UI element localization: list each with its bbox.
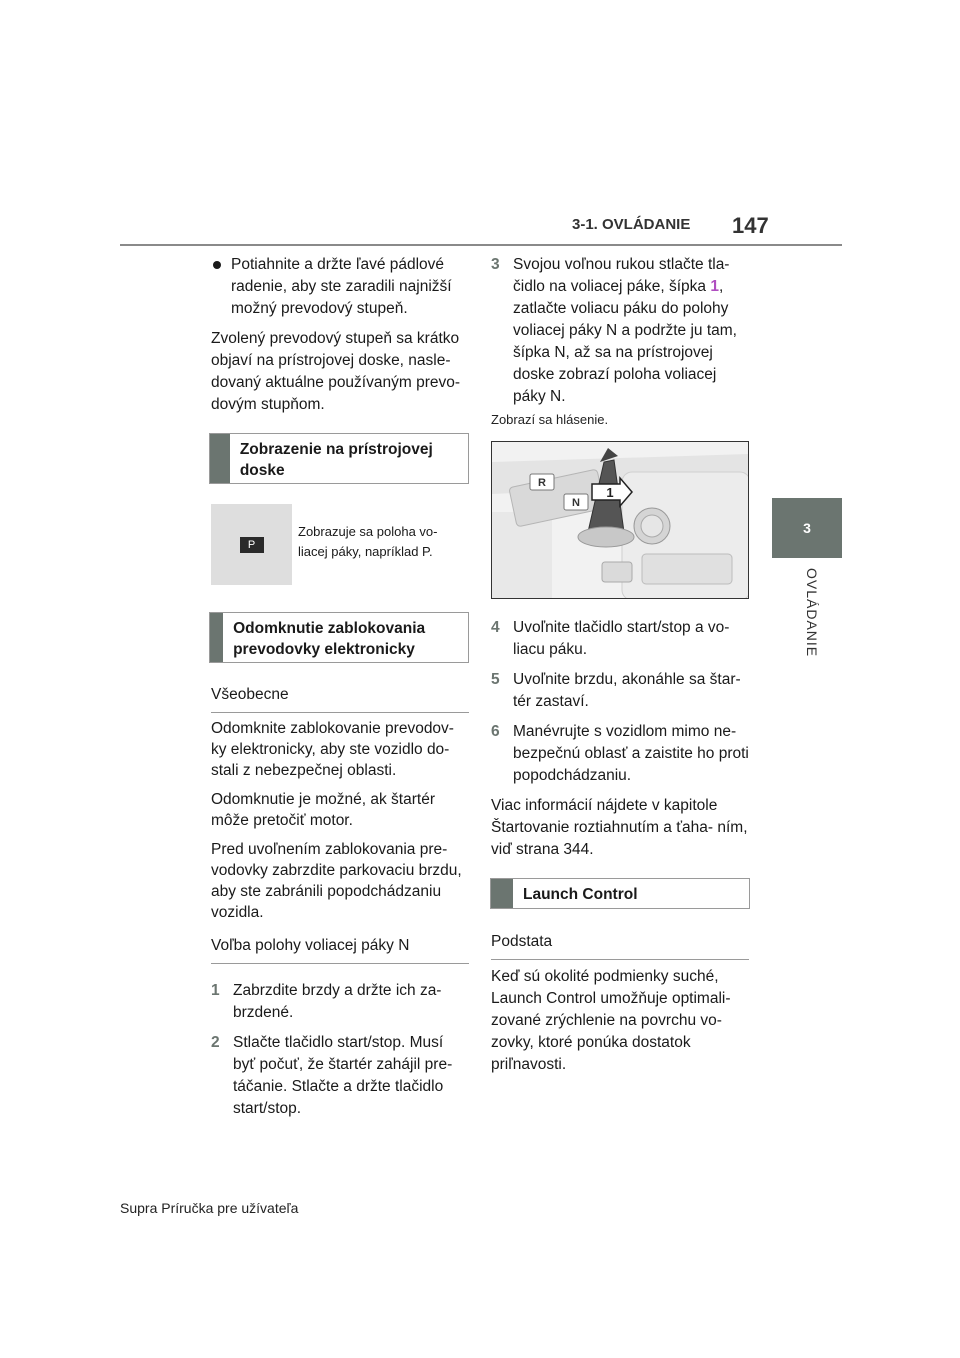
subheading: Všeobecne [211, 686, 469, 713]
step-item [491, 669, 753, 713]
step-text: Stlačte tlačidlo start/stop. Musí byť počuť, že štartér zahájil pre- táčanie. Stlačte a držte tlačidlo start/stop. [233, 1034, 453, 1117]
chapter-label: OVLÁDANIE [804, 568, 820, 658]
section-heading: Launch Control [523, 886, 638, 903]
page-number: 147 [732, 213, 769, 238]
chapter-tab: 3 [772, 498, 842, 558]
left-column-top [211, 254, 469, 424]
section-heading-box [209, 433, 469, 484]
bullet-icon [213, 261, 221, 269]
section-heading-box [209, 612, 469, 663]
subheading: Podstata [491, 933, 749, 960]
paragraph: Odomknite zablokovanie prevodov- ky elektronicky, aby ste vozidlo do- stali z nebezpečnej oblasti. [211, 720, 454, 779]
footer-text: Supra Príručka pre užívateľa [120, 1200, 299, 1216]
arrow-reference: 1 [710, 278, 719, 295]
step-item [491, 617, 753, 661]
display-indicator-image [211, 504, 292, 585]
step-item [491, 721, 753, 787]
right-column-top [491, 254, 751, 416]
step-item [491, 254, 751, 408]
heading-bar [491, 879, 513, 908]
step-text: Zabrzdite brzdy a držte ich za- brzdené. [233, 982, 442, 1021]
heading-bar [210, 434, 230, 483]
heading-bar [210, 613, 223, 662]
step-text-part: Svojou voľnou rukou stlačte tla- čidlo na voliacej páke, šípka [513, 256, 730, 295]
arrow-1-label: 1 [606, 485, 614, 500]
step-number: 3 [491, 256, 500, 273]
left-column-middle [211, 718, 469, 931]
indicator-description: Zobrazuje sa poloha vo- liacej páky, napríklad P. [298, 524, 438, 559]
gear-selector-photo [491, 441, 749, 599]
step-number: 4 [491, 619, 500, 636]
paragraph: Zvolený prevodový stupeň sa krátko objaví na prístrojovej doske, nasle- dovaný aktuálne používaným prevo- dovým stupňom. [211, 330, 461, 413]
left-steps [211, 980, 469, 1128]
step-number: 2 [211, 1034, 220, 1051]
section-heading: Zobrazenie na prístrojovej doske [239, 441, 433, 479]
right-column-bottom: Keď sú okolité podmienky suché, Launch Control umožňuje optimali- zované zrýchlenie na povrchu vo- zovky, ktoré ponúka dostatok priľnavosti. [491, 968, 731, 1073]
subheading: Voľba polohy voliacej páky N [211, 937, 469, 964]
paragraph: Odomknutie je možné, ak štartér môže pretočiť motor. [211, 791, 435, 829]
right-steps [491, 617, 753, 869]
section-heading: Odomknutie zablokovania prevodovky elektronicky [233, 620, 426, 658]
gear-p-icon: P [240, 537, 264, 553]
figure-caption: Zobrazí sa hlásenie. [491, 412, 609, 427]
header-divider [120, 244, 842, 246]
gear-selector-illustration [492, 442, 749, 599]
step-text [513, 254, 751, 408]
step-number: 5 [491, 671, 500, 688]
step-item [211, 980, 469, 1024]
paragraph: Viac informácií nájdete v kapitole Štartovanie roztiahnutím a ťaha- ním, viď strana 344. [491, 797, 748, 858]
step-text: Manévrujte s vozidlom mimo ne- bezpečnú oblasť a zaistite ho proti popodchádzaniu. [513, 723, 749, 784]
bullet-item [211, 254, 469, 320]
section-title: 3-1. OVLÁDANIE [572, 216, 691, 233]
section-heading-box [490, 878, 750, 909]
step-number: 6 [491, 723, 500, 740]
paragraph: Pred uvoľnením zablokovania pre- vodovky zabrzdite parkovaciu brzdu, aby ste zabránili popodchádzaniu vozidla. [211, 841, 462, 921]
gear-n-label: N [572, 497, 580, 509]
step-text: Uvoľnite tlačidlo start/stop a vo- liacu páku. [513, 619, 730, 658]
bullet-text: Potiahnite a držte ľavé pádlové radenie, aby ste zaradili najnižší možný prevodový stupeň. [231, 256, 452, 317]
step-text-part: , zatlačte voliacu páku do polohy voliacej páky N a podržte ju tam, šípka N, až sa na prístrojovej doske zobrazí poloha voliacej páky N. [513, 278, 737, 405]
gear-r-label: R [538, 477, 546, 489]
step-item [211, 1032, 469, 1120]
step-number: 1 [211, 982, 220, 999]
step-text: Uvoľnite brzdu, akonáhle sa štar- tér zastaví. [513, 671, 741, 710]
